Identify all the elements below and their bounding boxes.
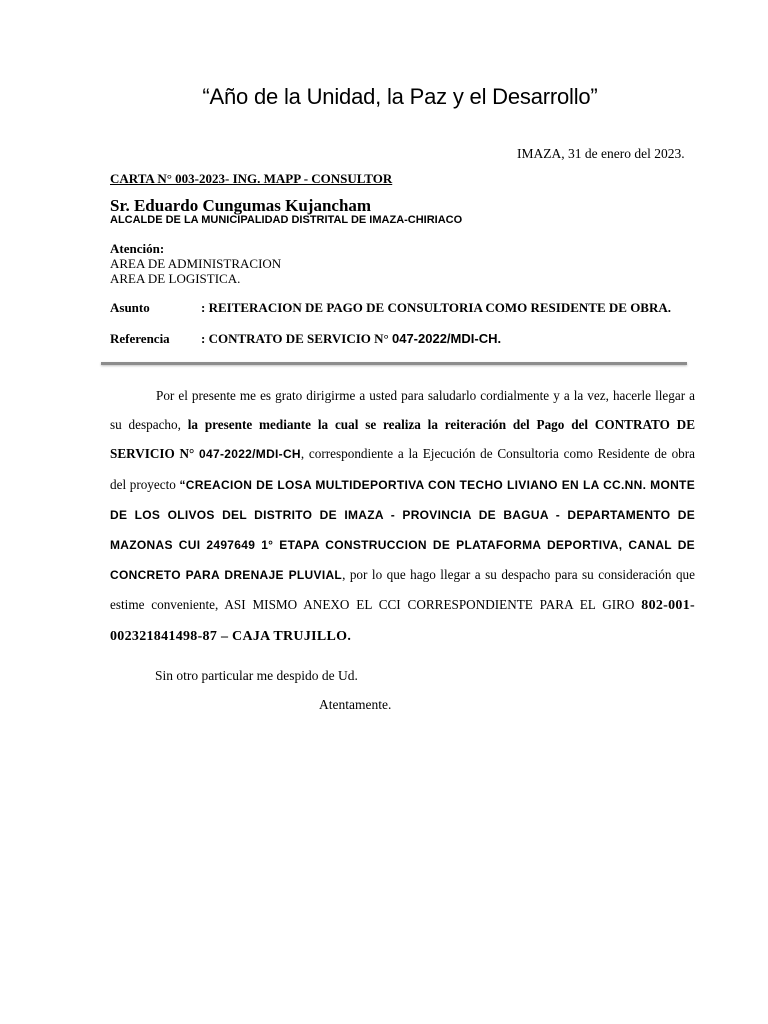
motto-heading: “Año de la Unidad, la Paz y el Desarrollo” bbox=[202, 84, 598, 109]
attention-area-1: AREA DE ADMINISTRACION bbox=[110, 256, 282, 271]
section-divider bbox=[101, 362, 687, 365]
closing-farewell: Sin otro particular me despido de Ud. bbox=[155, 668, 358, 683]
attention-area-2: AREA DE LOGISTICA. bbox=[110, 271, 241, 286]
cci-number: 802-001-002321841498-87 – CAJA TRUJILLO. bbox=[110, 598, 695, 644]
reference-value-code: 047-2022/MDI-CH. bbox=[391, 331, 502, 346]
contract-number: 047-2022/MDI-CH bbox=[199, 447, 301, 462]
closing-signoff: Atentamente. bbox=[319, 697, 392, 712]
reference-value bbox=[201, 331, 501, 347]
body-text-1: Por el presente me es grato dirigirme a usted para saludarlo cordialmente y a la vez, hacerle llegar a su despacho, bbox=[110, 388, 695, 433]
recipient-name: Sr. Eduardo Cungumas Kujancham bbox=[110, 196, 372, 215]
attention-label: Atención: bbox=[110, 241, 165, 256]
subject-value: : REITERACION DE PAGO DE CONSULTORIA COMO RESIDENTE DE OBRA. bbox=[201, 300, 672, 315]
reference-label: Referencia bbox=[110, 331, 170, 346]
letter-date: IMAZA, 31 de enero del 2023. bbox=[517, 146, 685, 161]
body-text-2: la presente mediante la cual se realiza la reiteración del Pago del CONTRATO DE SERVICIO N° bbox=[110, 417, 696, 462]
project-name: “CREACION DE LOSA MULTIDEPORTIVA CON TECHO LIVIANO EN LA CC.NN. MONTE DE LOS OLIVOS DEL DISTRITO DE IMAZA - PROVINCIA DE BAGUA - DEPARTAMENTO DE MAZONAS CUI 2497649 1° ETAPA CONSTRUCCION DE PLATAFORMA DEPORTIVA, CANAL DE CONCRETO PARA DRENAJE PLUVIAL bbox=[110, 477, 695, 583]
reference-value-prefix: : CONTRATO DE SERVICIO N° bbox=[201, 331, 392, 346]
letter-reference-code: CARTA N° 003-2023- ING. MAPP - CONSULTOR bbox=[110, 171, 393, 186]
subject-label: Asunto bbox=[110, 300, 150, 315]
body-text-3: , correspondiente a la Ejecución de Consultoria como Residente de obra del proyecto bbox=[110, 446, 696, 492]
body-text-4: , por lo que hago llegar a su despacho para su consideración que estime conveniente, ASI MISMO ANEXO EL CCI CORRESPONDIENTE PARA EL GIRO bbox=[110, 567, 696, 613]
recipient-title: ALCALDE DE LA MUNICIPALIDAD DISTRITAL DE IMAZA-CHIRIACO bbox=[110, 214, 463, 226]
body-paragraph bbox=[110, 381, 695, 651]
